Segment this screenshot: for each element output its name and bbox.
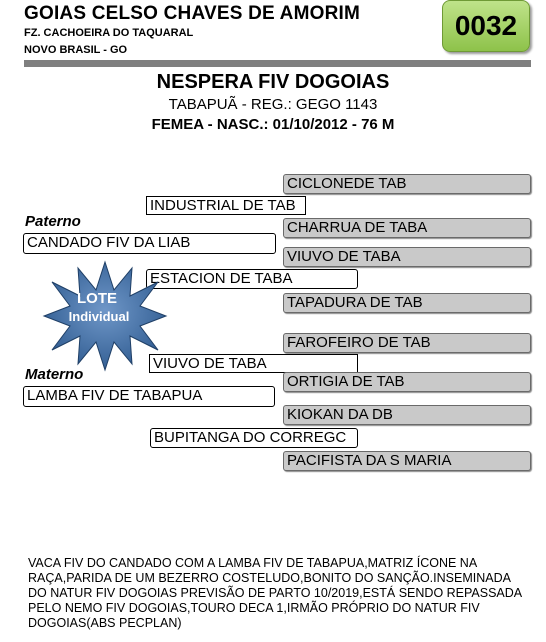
badge-line2: Individual	[68, 309, 130, 324]
pedigree-dam-sire: VIUVO DE TABA	[149, 354, 358, 373]
paterno-label: Paterno	[25, 213, 81, 230]
pedigree-sire-dam: ESTACION DE TABA	[146, 269, 358, 289]
pedigree-dam-sire-dam: ORTIGIA DE TAB	[283, 372, 531, 392]
pedigree-sire-dam-sire: VIUVO DE TABA	[283, 247, 531, 267]
animal-breed-registration: TABAPUÃ - REG.: GEGO 1143	[168, 96, 378, 113]
farm-city: NOVO BRASIL - GO	[24, 44, 128, 56]
pedigree-sire-sire-sire: CICLONEDE TAB	[283, 174, 531, 194]
pedigree-dam: LAMBA FIV DE TABAPUA	[23, 386, 275, 407]
materno-label: Materno	[25, 366, 84, 383]
lot-number-badge: 0032	[442, 0, 530, 52]
pedigree-sire-dam-dam: TAPADURA DE TAB	[283, 293, 531, 313]
header-divider	[24, 60, 531, 67]
badge-line1: LOTE	[77, 290, 117, 307]
lote-individual-star-badge	[42, 260, 168, 372]
pedigree-dam-dam-sire: KIOKAN DA DB	[283, 405, 531, 425]
pedigree-dam-dam: BUPITANGA DO CORREGC	[150, 428, 358, 448]
pedigree-sire-sire: INDUSTRIAL DE TAB	[146, 196, 306, 215]
owner-name: GOIAS CELSO CHAVES DE AMORIM	[24, 3, 361, 24]
pedigree-sire: CANDADO FIV DA LIAB	[23, 233, 276, 254]
farm-name: FZ. CACHOEIRA DO TAQUARAL	[24, 27, 194, 39]
pedigree-dam-sire-sire: FAROFEIRO DE TAB	[283, 333, 531, 353]
animal-name: NESPERA FIV DOGOIAS	[156, 71, 390, 93]
pedigree-dam-dam-dam: PACIFISTA DA S MARIA	[283, 451, 531, 471]
pedigree-sire-sire-dam: CHARRUA DE TABA	[283, 218, 531, 238]
animal-description: VACA FIV DO CANDADO COM A LAMBA FIV DE TABAPUA,MATRIZ ÍCONE NA RAÇA,PARIDA DE UM BEZERRO COSTELUDO,BONITO DO SANÇÃO.INSEMINADA DO NATUR FIV DOGOIAS PREVISÃO DE PARTO 10/2019,ESTÁ SENDO REPASSADA PELO NEMO FIV DOGOIAS,TOURO DECA 1,IRMÃO PRÓPRIO DO NATUR FIV DOGOIAS(ABS PECPLAN)	[28, 556, 522, 630]
star-burst-icon	[42, 260, 168, 372]
animal-sex-birth: FEMEA - NASC.: 01/10/2012 - 76 M	[151, 116, 395, 133]
